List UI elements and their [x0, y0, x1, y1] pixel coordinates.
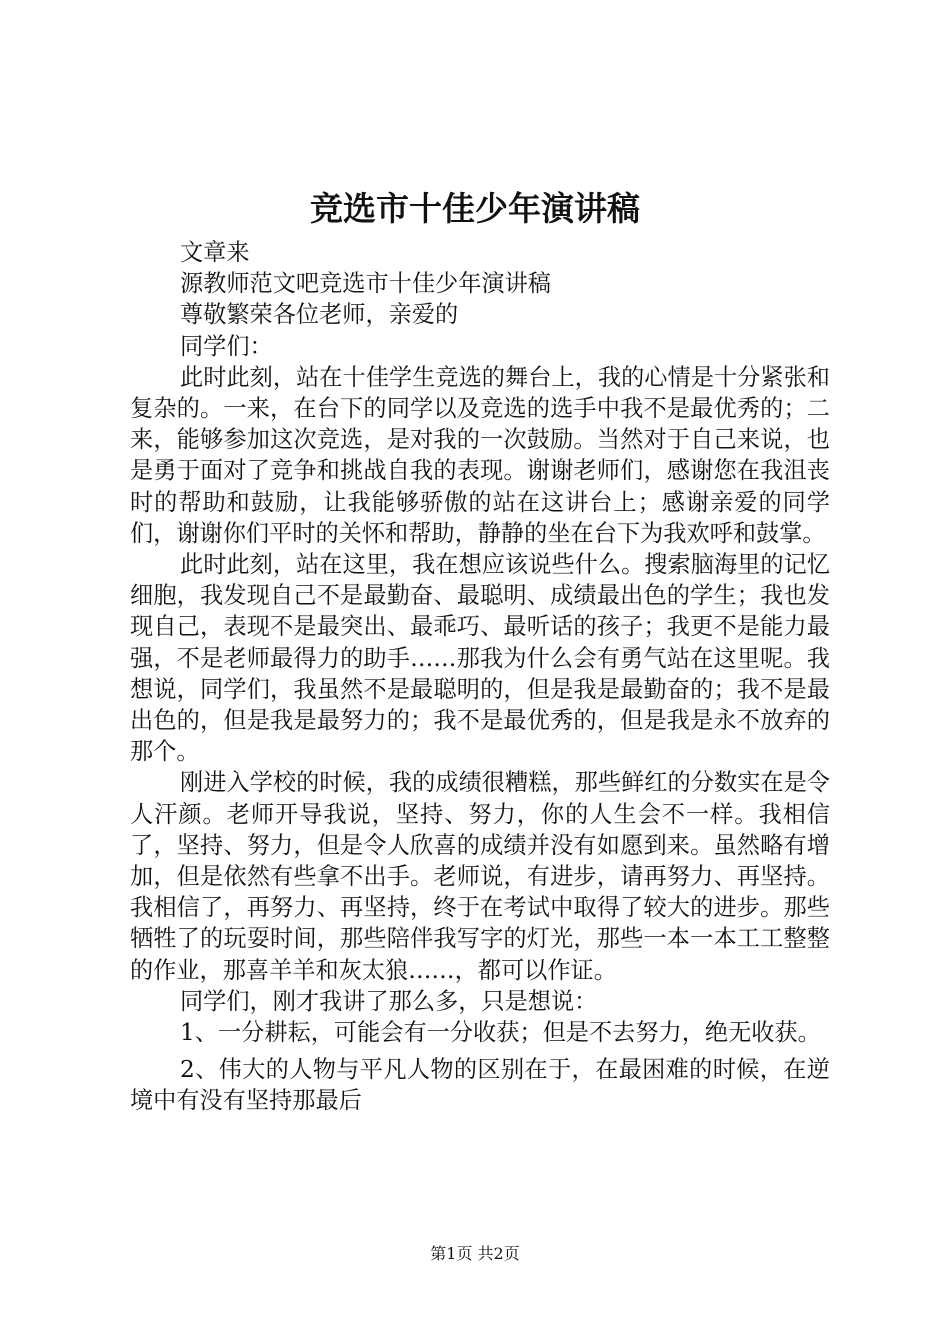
paragraph-greeting-cont: 同学们： — [180, 332, 273, 360]
paragraph-point-1: 1、一分耕耘，可能会有一分收获；但是不去努力，绝无收获。 — [180, 1019, 821, 1047]
paragraph-body-4: 同学们，刚才我讲了那么多，只是想说： — [180, 987, 598, 1015]
paragraph-body-3: 刚进入学校的时候，我的成绩很糟糕，那些鲜红的分数实在是令人汗颜。老师开导我说，坚持、努力，你的人生会不一样。我相信了，坚持、努力，但是令人欣喜的成绩并没有如愿到来。虽然略有增加，但是依然有些拿不出手。老师说，有进步，请再努力、再坚持。我相信了，再努力、再坚持，终于在考试中取得了较大的进步。那些牺牲了的玩耍时间，那些陪伴我写字的灯光，那些一本一本工工整整的作业，那喜羊羊和灰太狼……，都可以作证。 — [130, 769, 830, 984]
document-title: 竞选市十佳少年演讲稿 — [310, 189, 640, 228]
paragraph-greeting: 尊敬繁荣各位老师，亲爱的 — [180, 301, 459, 329]
document-body — [130, 237, 830, 1117]
paragraph-body-1: 此时此刻，站在十佳学生竞选的舞台上，我的心情是十分紧张和复杂的。一来，在台下的同学以及竞选的选手中我不是最优秀的；二来，能够参加这次竞选，是对我的一次鼓励。当然对于自己来说，也是勇于面对了竞争和挑战自我的表现。谢谢老师们，感谢您在我沮丧时的帮助和鼓励，让我能够骄傲的站在这讲台上；感谢亲爱的同学们，谢谢你们平时的关怀和帮助，静静的坐在台下为我欢呼和鼓掌。 — [130, 363, 830, 547]
paragraph-source-prefix: 文章来 — [180, 239, 250, 266]
paragraph-body-2: 此时此刻，站在这里，我在想应该说些什么。搜索脑海里的记忆细胞，我发现自己不是最勤奋、最聪明、成绩最出色的学生；我也发现自己，表现不是最突出、最乖巧、最听话的孩子；我更不是能力最强，不是老师最得力的助手……那我为什么会有勇气站在这里呢。我想说，同学们，我虽然不是最聪明的，但是我是最勤奋的；我不是最出色的，但是我是最努力的；我不是最优秀的，但是我是永不放弃的那个。 — [130, 551, 830, 766]
page-footer: 第1页 共2页 — [430, 1244, 520, 1263]
paragraph-source: 源教师范文吧竞选市十佳少年演讲稿 — [180, 270, 551, 298]
paragraph-point-2: 2、伟大的人物与平凡人物的区别在于，在最困难的时候，在逆境中有没有坚持那最后 — [130, 1056, 830, 1115]
